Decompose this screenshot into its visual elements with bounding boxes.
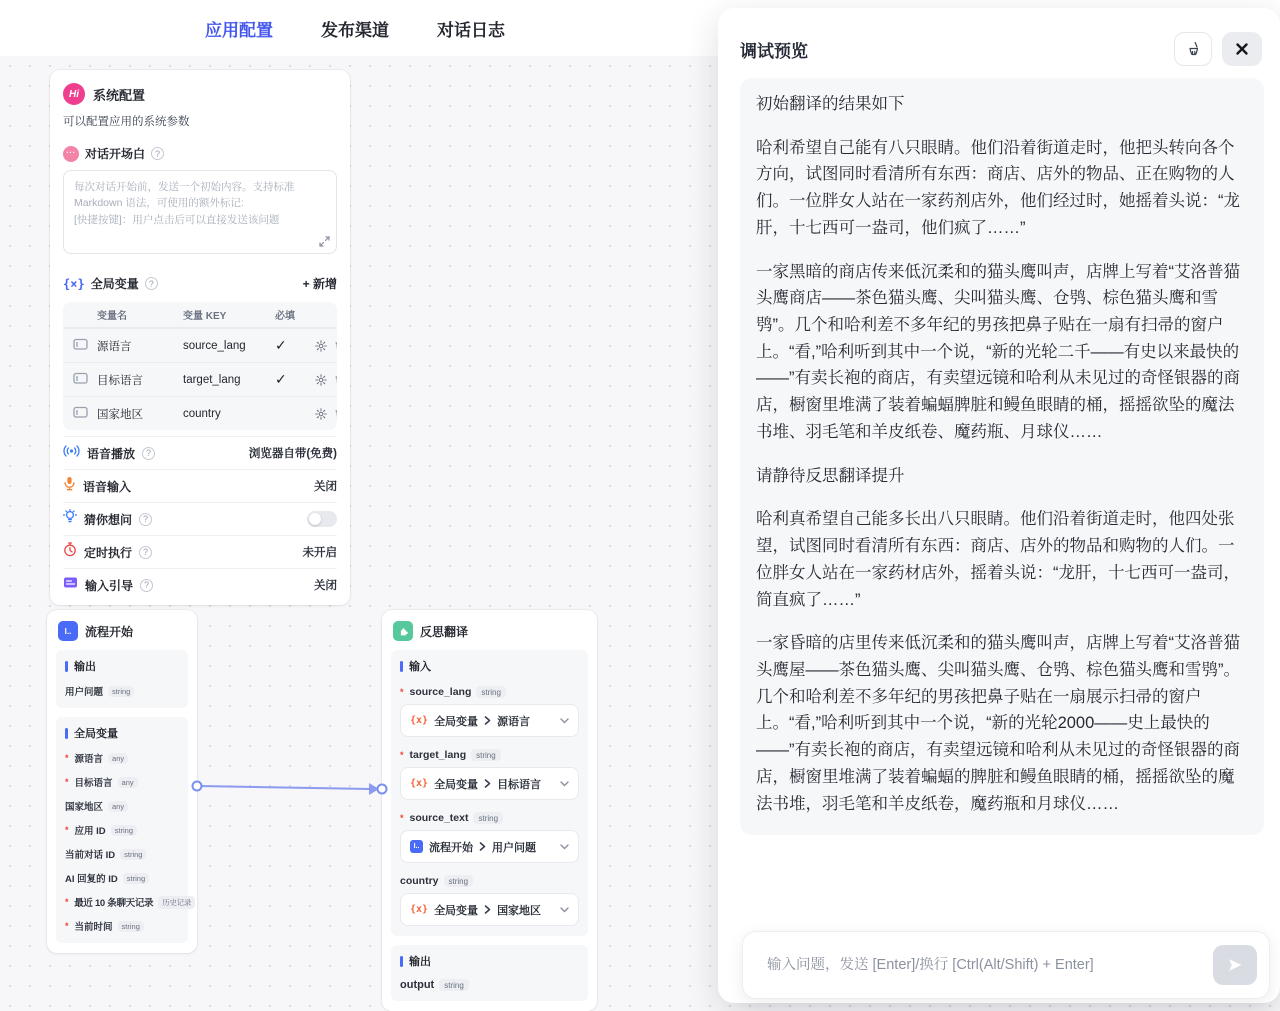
message-paragraph: 一家黑暗的商店传来低沉柔和的猫头鹰叫声，店牌上写着“艾洛普猫头鹰商店——茶色猫头鹰、尖叫猫头鹰、仓鸮、棕色猫头鹰和雪鸮”。几个和哈利差不多年纪的男孩把鼻子贴在一扇有扫帚的窗户上。“看,”哈利听到其中一个说，“新的光轮二千——有史以来最快的——”有卖长袍的商店，有卖望远镜和哈利从未见过的奇怪银器的商店，橱窗里堆满了装着蝙蝠脾脏和鳗鱼眼睛的桶，摇摇欲坠的魔法书堆、羽毛笔和羊皮纸卷、魔药瓶、月球仪…… xyxy=(756,262,1240,441)
setting-label: 输入引导 xyxy=(85,578,134,593)
type-badge: string xyxy=(439,979,469,991)
gear-icon[interactable] xyxy=(315,340,327,352)
message-paragraph: 一家昏暗的店里传来低沉柔和的猫头鹰叫声，店牌上写着“艾洛普猫头鹰屋——茶色猫头鹰、尖叫猫头鹰、仓鸮、棕色猫头鹰和雪鸮”。几个和哈利差不多年纪的男孩把鼻子贴在一扇展示扫帚的窗户上。“看,”哈利听到其中一个说，“新的光轮2000——史上最快的——”有卖长袍的商店，有卖望远镜和哈利从未见过的奇怪银器的商店，橱窗里堆满了装着蝙蝠的脾脏和鳗鱼眼睛的桶，摇摇欲坠的魔法书堆，羽毛笔和羊皮纸卷，魔药瓶和月球仪…… xyxy=(756,634,1240,813)
tab-app-config[interactable]: 应用配置 xyxy=(205,20,273,40)
chevron-down-icon xyxy=(560,907,569,913)
type-badge: string xyxy=(108,686,134,697)
braces-icon xyxy=(410,904,428,915)
ref-source: 流程开始 xyxy=(429,841,473,854)
close-icon[interactable] xyxy=(1222,32,1262,66)
setting-voice-playback[interactable] xyxy=(63,436,337,469)
type-badge: string xyxy=(111,825,137,836)
table-row xyxy=(63,328,337,362)
setting-value: 浏览器自带(免费) xyxy=(248,448,337,460)
reflection-translate-node[interactable] xyxy=(382,610,597,1011)
input-section xyxy=(391,650,588,936)
debug-preview-panel xyxy=(718,8,1280,1003)
system-config-subtitle: 可以配置应用的系统参数 xyxy=(63,116,190,128)
hi-avatar-icon: Hi xyxy=(63,83,85,105)
clock-icon xyxy=(63,542,77,562)
setting-scheduled-run[interactable] xyxy=(63,535,337,568)
type-badge: string xyxy=(123,873,149,884)
output-section xyxy=(391,945,588,1001)
suggested-questions-toggle[interactable] xyxy=(307,511,337,527)
type-badge: any xyxy=(108,801,128,812)
required-star: * xyxy=(65,753,69,763)
send-icon[interactable] xyxy=(1213,945,1257,985)
variable-key: country xyxy=(183,407,221,420)
required-star: * xyxy=(400,687,404,697)
field-name: AI 回复的 ID xyxy=(65,874,118,885)
ref-path: 国家地区 xyxy=(497,904,542,917)
chevron-right-icon xyxy=(484,901,491,919)
ref-source: 全局变量 xyxy=(434,904,479,917)
variable-name: 目标语言 xyxy=(97,374,143,387)
help-icon[interactable] xyxy=(151,147,164,160)
node-connection-edge xyxy=(185,756,397,826)
chevron-down-icon xyxy=(560,844,569,850)
help-icon[interactable] xyxy=(145,277,158,290)
ref-path: 用户问题 xyxy=(492,841,536,854)
trash-icon[interactable] xyxy=(335,340,337,352)
chat-bubble-icon xyxy=(63,146,79,162)
required-star: * xyxy=(65,777,69,787)
bulb-icon xyxy=(63,509,77,529)
col-variable-key: 变量 KEY xyxy=(183,311,227,322)
message-paragraph: 哈利希望自己能有八只眼睛。他们沿着街道走时，他把头转向各个方向，试图同时看清所有东西：商店、店外的物品、正在购物的人们。一位胖女人站在一家药剂店外，他们经过时，她摇着头说：“龙肝，十七西可一盎司，他们疯了……” xyxy=(756,138,1240,237)
ref-source: 全局变量 xyxy=(434,715,479,728)
help-icon[interactable] xyxy=(140,579,153,592)
variable-name: 源语言 xyxy=(97,340,132,353)
col-variable-name: 变量名 xyxy=(97,311,127,322)
input-field-icon xyxy=(73,406,88,422)
field-name: 应用 ID xyxy=(74,826,106,837)
field-name: country xyxy=(400,875,439,887)
expand-icon[interactable] xyxy=(319,234,330,252)
setting-voice-input[interactable] xyxy=(63,469,337,502)
chevron-right-icon xyxy=(484,712,491,730)
clear-history-button[interactable] xyxy=(1174,32,1212,66)
variable-select[interactable] xyxy=(400,704,579,737)
section-title: 输入 xyxy=(400,658,579,674)
add-variable-button[interactable]: + 新增 xyxy=(302,277,337,291)
required-star: * xyxy=(400,750,404,760)
setting-label: 定时执行 xyxy=(84,545,133,560)
required-star: * xyxy=(65,825,69,835)
system-config-title: 系统配置 xyxy=(93,87,146,103)
output-section xyxy=(56,650,188,708)
node-title: 反思翻译 xyxy=(420,624,469,639)
opening-message-label: 对话开场白 xyxy=(85,147,146,161)
field-name: source_lang xyxy=(409,686,472,698)
field-name: 当前对话 ID xyxy=(65,850,116,861)
braces-icon xyxy=(410,715,428,726)
system-config-header xyxy=(63,83,337,105)
setting-value: 关闭 xyxy=(314,580,337,592)
variable-name: 国家地区 xyxy=(97,408,143,421)
field-target-lang xyxy=(400,749,579,800)
setting-value: 关闭 xyxy=(314,481,337,493)
tab-conversation-logs[interactable]: 对话日志 xyxy=(437,20,505,40)
section-title: 输出 xyxy=(400,953,579,969)
input-field-icon xyxy=(73,338,88,354)
required-star: * xyxy=(400,813,404,823)
message-paragraph: 请静待反思翻译提升 xyxy=(756,466,905,485)
field-name: 国家地区 xyxy=(65,802,104,813)
chat-message-area[interactable] xyxy=(740,78,1264,929)
type-badge: string xyxy=(473,812,503,824)
setting-suggested-questions[interactable] xyxy=(63,502,337,535)
message-paragraph: 初始翻译的结果如下 xyxy=(756,95,905,113)
field-name: target_lang xyxy=(409,749,467,761)
field-source-lang xyxy=(400,686,579,737)
debug-panel-title: 调试预览 xyxy=(740,41,808,61)
field-name: source_text xyxy=(409,812,469,824)
trash-icon[interactable] xyxy=(335,408,337,420)
help-icon[interactable] xyxy=(142,447,155,460)
chevron-right-icon xyxy=(479,838,486,856)
system-config-card[interactable] xyxy=(50,70,350,605)
field-source-text xyxy=(400,812,579,863)
assistant-message xyxy=(740,78,1264,835)
type-badge: string xyxy=(120,849,146,860)
chevron-down-icon xyxy=(560,781,569,787)
ref-path: 源语言 xyxy=(497,715,531,728)
required-star: * xyxy=(65,897,69,907)
type-badge: any xyxy=(118,777,138,788)
tab-publish-channels[interactable]: 发布渠道 xyxy=(321,20,389,40)
required-star: * xyxy=(65,921,69,931)
variable-select[interactable] xyxy=(400,893,579,926)
flow-start-ref-icon xyxy=(410,840,423,853)
type-badge: string xyxy=(118,921,144,932)
opening-message-input[interactable] xyxy=(63,170,337,254)
table-row xyxy=(63,362,337,396)
variable-key: target_lang xyxy=(183,373,241,386)
variable-key: source_lang xyxy=(183,339,246,352)
table-header xyxy=(63,302,337,328)
setting-input-guide[interactable] xyxy=(63,568,337,601)
field-name: 源语言 xyxy=(74,754,104,765)
chat-input-bar xyxy=(742,931,1270,999)
flow-start-node[interactable] xyxy=(47,610,197,953)
plugin-puzzle-icon xyxy=(393,621,413,641)
opening-message-row xyxy=(63,145,337,162)
type-badge: string xyxy=(444,875,474,887)
gear-icon[interactable] xyxy=(315,374,327,386)
message-paragraph: 哈利真希望自己能多长出八只眼睛。他们沿着街道走时，他四处张望，试图同时看清所有东西：商店、店外的物品和购物的人们。一位胖女人站在一家药材店外，摇着头说：“龙肝，十七西可一盎司，简直疯了……” xyxy=(756,510,1240,609)
variable-select[interactable] xyxy=(400,767,579,800)
type-badge: 历史记录 xyxy=(158,896,195,909)
output-row xyxy=(65,684,179,698)
field-name: 用户问题 xyxy=(65,687,104,698)
variable-select[interactable] xyxy=(400,830,579,863)
setting-label: 语音播放 xyxy=(87,446,136,461)
section-title: 全局变量 xyxy=(65,725,179,741)
chevron-down-icon xyxy=(560,718,569,724)
chevron-right-icon xyxy=(484,775,491,793)
ref-source: 全局变量 xyxy=(434,778,479,791)
global-vars-header xyxy=(63,275,337,292)
flow-start-icon xyxy=(58,621,78,641)
type-badge: any xyxy=(108,753,128,764)
variables-table xyxy=(63,302,337,430)
field-country xyxy=(400,875,579,926)
ref-path: 目标语言 xyxy=(497,778,542,791)
braces-icon xyxy=(410,778,428,789)
gear-icon[interactable] xyxy=(315,408,327,420)
global-vars-section xyxy=(56,717,192,943)
mic-icon xyxy=(63,476,76,496)
field-name: 目标语言 xyxy=(74,778,113,789)
help-icon[interactable] xyxy=(139,546,152,559)
node-title: 流程开始 xyxy=(85,624,134,639)
type-badge: string xyxy=(471,749,501,761)
settings-list xyxy=(63,436,337,601)
broadcast-icon xyxy=(63,444,80,463)
section-title: 输出 xyxy=(65,658,179,674)
braces-icon xyxy=(63,277,85,291)
global-vars-label: 全局变量 xyxy=(90,277,139,291)
col-required: 必填 xyxy=(275,311,295,322)
trash-icon[interactable] xyxy=(335,374,337,386)
chat-input[interactable] xyxy=(767,957,1213,973)
required-check: ✓ xyxy=(275,337,287,354)
setting-label: 语音输入 xyxy=(83,479,132,494)
field-name: output xyxy=(400,979,435,991)
field-name: 当前时间 xyxy=(74,922,113,933)
type-badge: string xyxy=(476,686,506,698)
input-field-icon xyxy=(73,372,88,388)
setting-label: 猜你想问 xyxy=(84,512,133,527)
help-icon[interactable] xyxy=(139,513,152,526)
input-guide-icon xyxy=(63,576,78,594)
setting-value: 未开启 xyxy=(302,547,337,559)
table-row xyxy=(63,396,337,430)
required-check: ✓ xyxy=(275,371,287,388)
field-name: 最近 10 条聊天记录 xyxy=(74,898,154,909)
